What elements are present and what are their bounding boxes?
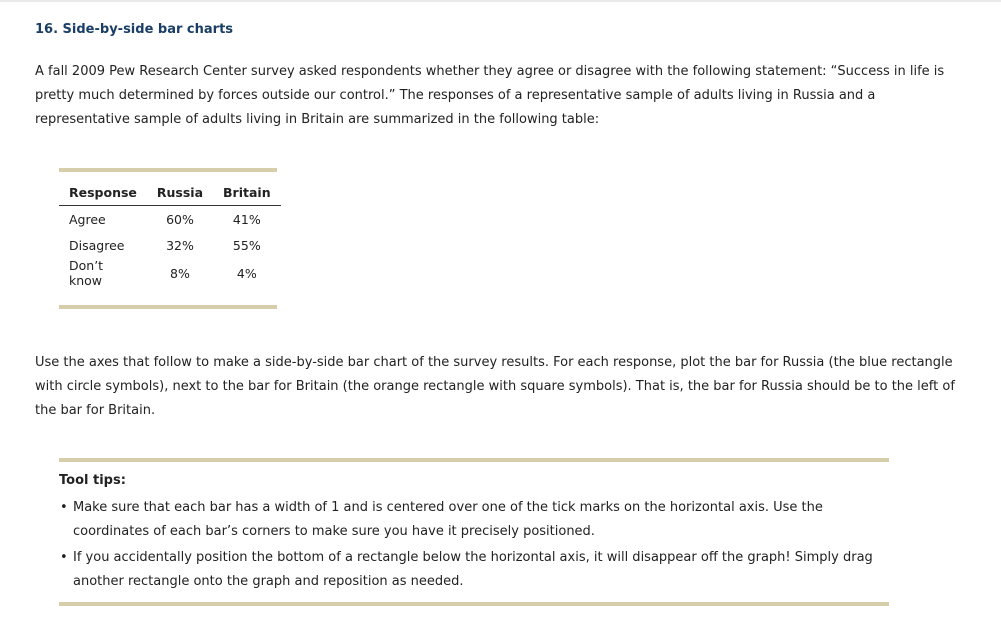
survey-table [59, 180, 281, 288]
table-row [59, 206, 281, 233]
response-cell: Agree [69, 211, 106, 227]
bullet-icon: • [60, 550, 68, 565]
tool-tips-box [59, 458, 889, 606]
question-instructions: Use the axes that follow to make a side-by-side bar chart of the survey results. For each response, plot the bar for Russia (the blue rectangle with circle symbols), next to the bar for Britain (the orange rectangle with square symbols). That is, the bar for Russia should be to the left of the bar for Britain. [35, 355, 955, 418]
britain-cell: 4% [236, 265, 257, 281]
header-britain: Britain [213, 180, 281, 206]
header-response: Response [59, 180, 147, 206]
table-row [59, 232, 281, 258]
tool-tip-item [59, 496, 889, 544]
response-cell: Disagree [69, 237, 125, 253]
header-russia: Russia [147, 180, 213, 206]
question-intro: A fall 2009 Pew Research Center survey asked respondents whether they agree or disagree with the following statement: “Success in life is pretty much determined by forces outside our control.” The responses of a representative sample of adults living in Russia and a representative sample of adults living in Britain are summarized in the following table: [35, 64, 945, 127]
table-header-row [59, 180, 281, 206]
russia-cell: 32% [166, 237, 194, 253]
bullet-icon: • [60, 500, 68, 515]
britain-cell: 55% [232, 237, 261, 253]
russia-cell: 60% [166, 211, 194, 227]
tool-tip-text: If you accidentally position the bottom of a rectangle below the horizontal axis, it will disappear off the graph! Simply drag another rectangle onto the graph and reposition as needed. [73, 550, 873, 589]
question-title: 16. Side-by-side bar charts [35, 22, 234, 37]
top-divider [0, 0, 1001, 2]
table-row [59, 258, 281, 288]
britain-cell: 41% [232, 211, 261, 227]
tool-tip-item [59, 546, 889, 594]
survey-table-container [59, 168, 277, 309]
russia-cell: 8% [170, 265, 190, 281]
response-cell: Don’t know [69, 258, 104, 288]
tool-tip-text: Make sure that each bar has a width of 1 and is centered over one of the tick marks on the horizontal axis. Use the coordinates of each bar’s corners to make sure you have it precisely positioned. [73, 500, 823, 539]
tool-tips-title: Tool tips: [59, 473, 126, 488]
